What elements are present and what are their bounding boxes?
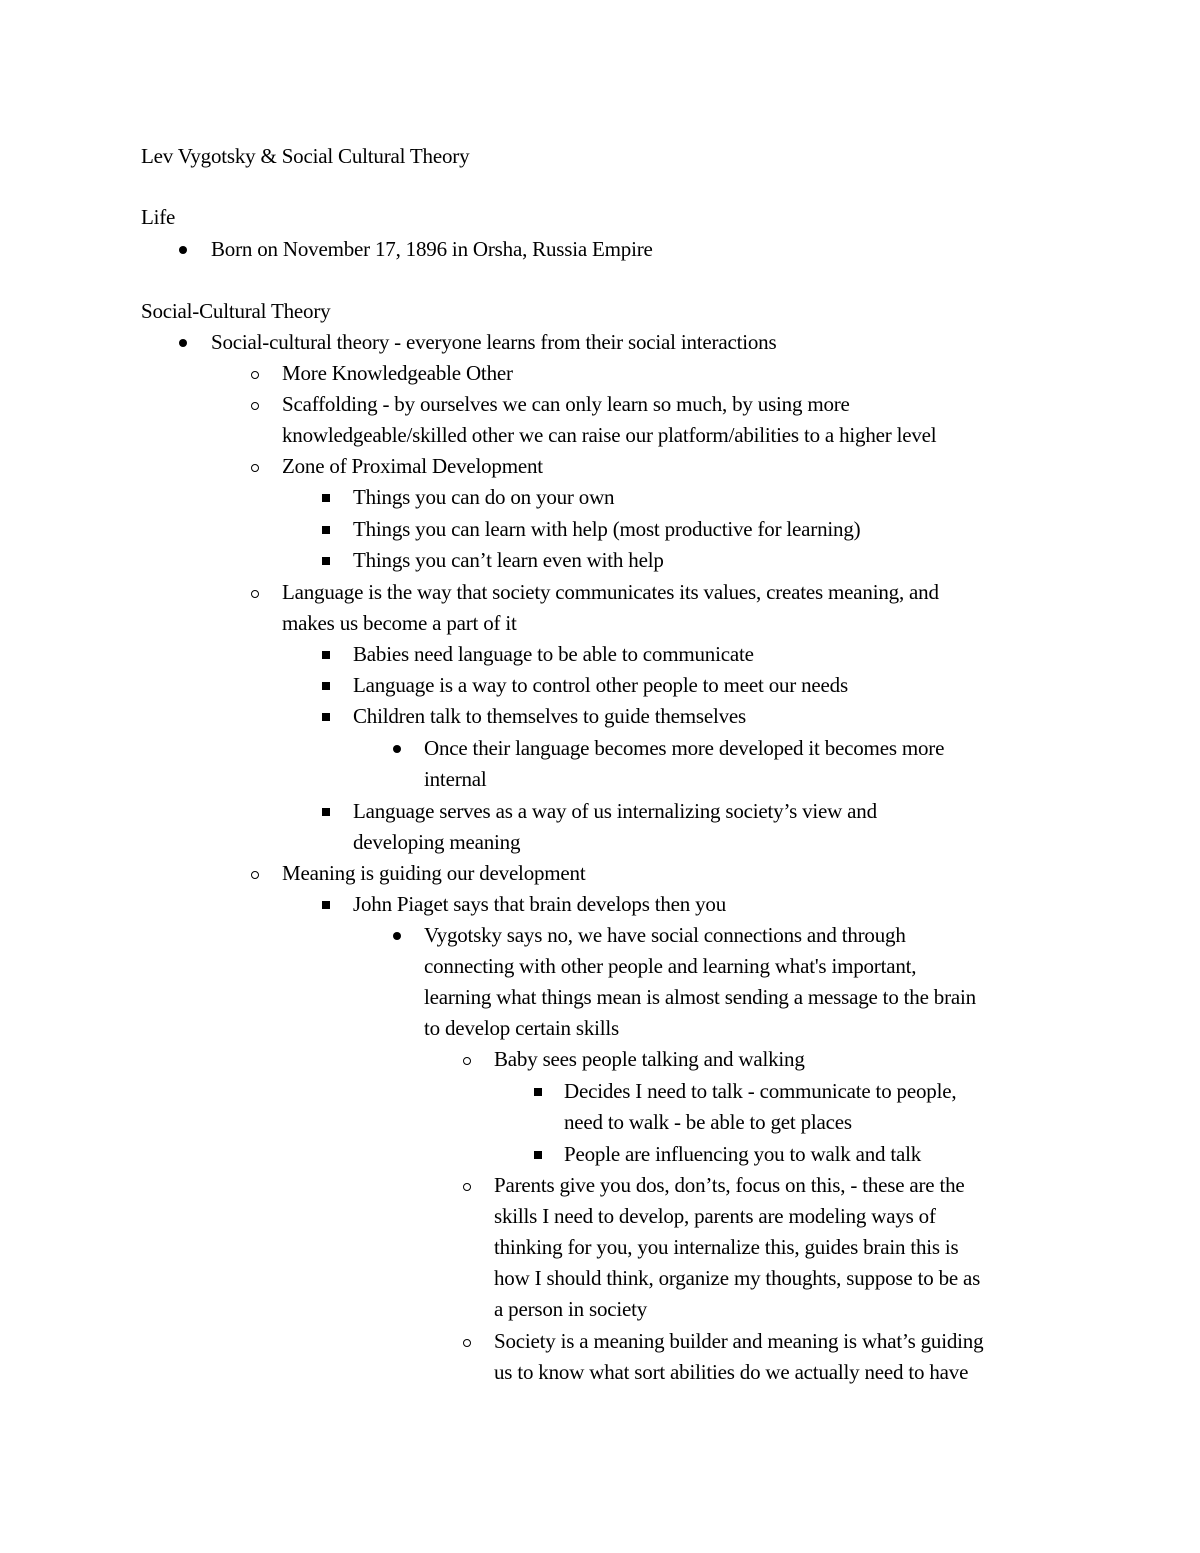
square-bullet-icon — [317, 889, 335, 920]
circle-bullet-icon — [458, 1170, 476, 1201]
list-item: Things you can do on your own — [353, 485, 615, 509]
list-item: Vygotsky says no, we have social connections and through — [424, 923, 906, 947]
square-bullet-icon — [317, 482, 335, 513]
list-item: More Knowledgeable Other — [282, 361, 513, 385]
circle-bullet-icon — [246, 358, 264, 389]
list-item: Baby sees people talking and walking — [494, 1047, 805, 1071]
square-bullet-icon — [317, 545, 335, 576]
list-item: Language is a way to control other people to meet our needs — [353, 673, 848, 697]
square-bullet-icon — [317, 514, 335, 545]
list-item: People are influencing you to walk and talk — [564, 1142, 922, 1166]
list-item: Parents give you dos, don’ts, focus on this, - these are the — [494, 1173, 965, 1197]
disc-bullet-icon — [174, 327, 192, 358]
list-item-continuation: how I should think, organize my thoughts, suppose to be as — [494, 1266, 981, 1290]
square-bullet-icon — [317, 639, 335, 670]
list-item-continuation: need to walk - be able to get places — [564, 1110, 852, 1134]
square-bullet-icon — [529, 1076, 547, 1107]
list-item: Decides I need to talk - communicate to people, — [564, 1079, 957, 1103]
list-item: Social-cultural theory - everyone learns from their social interactions — [211, 330, 777, 354]
list-item: Language is the way that society communicates its values, creates meaning, and — [282, 580, 939, 604]
square-bullet-icon — [317, 701, 335, 732]
list-item: Children talk to themselves to guide themselves — [353, 704, 747, 728]
disc-bullet-icon — [174, 234, 192, 265]
circle-bullet-icon — [246, 389, 264, 420]
square-bullet-icon — [529, 1139, 547, 1170]
list-item: Scaffolding - by ourselves we can only learn so much, by using more — [282, 392, 850, 416]
disc-bullet-icon — [388, 920, 406, 951]
list-item-continuation: learning what things mean is almost sending a message to the brain — [424, 985, 976, 1009]
square-bullet-icon — [317, 670, 335, 701]
list-item: John Piaget says that brain develops then you — [353, 892, 727, 916]
list-item-continuation: skills I need to develop, parents are modeling ways of — [494, 1204, 936, 1228]
theory-heading: Social-Cultural Theory — [141, 299, 331, 323]
circle-bullet-icon — [246, 858, 264, 889]
list-item: Meaning is guiding our development — [282, 861, 586, 885]
list-item: Language serves as a way of us internalizing society’s view and — [353, 799, 877, 823]
list-item: Things you can’t learn even with help — [353, 548, 664, 572]
disc-bullet-icon — [388, 733, 406, 764]
circle-bullet-icon — [458, 1326, 476, 1357]
circle-bullet-icon — [246, 577, 264, 608]
circle-bullet-icon — [458, 1044, 476, 1075]
list-item-continuation: a person in society — [494, 1297, 648, 1321]
life-heading: Life — [141, 205, 176, 229]
list-item-continuation: to develop certain skills — [424, 1016, 620, 1040]
list-item: Things you can learn with help (most productive for learning) — [353, 517, 861, 541]
list-item-continuation: developing meaning — [353, 830, 521, 854]
list-item: Zone of Proximal Development — [282, 454, 543, 478]
list-item-continuation: us to know what sort abilities do we actually need to have — [494, 1360, 969, 1384]
list-item: Babies need language to be able to communicate — [353, 642, 754, 666]
list-item-continuation: knowledgeable/skilled other we can raise our platform/abilities to a higher level — [282, 423, 937, 447]
square-bullet-icon — [317, 796, 335, 827]
list-item-continuation: thinking for you, you internalize this, guides brain this is — [494, 1235, 959, 1259]
list-item-continuation: internal — [424, 767, 487, 791]
list-item: Once their language becomes more developed it becomes more — [424, 736, 945, 760]
list-item: Society is a meaning builder and meaning is what’s guiding — [494, 1329, 984, 1353]
list-item-continuation: connecting with other people and learning what's important, — [424, 954, 917, 978]
list-item: Born on November 17, 1896 in Orsha, Russia Empire — [211, 237, 653, 261]
list-item-continuation: makes us become a part of it — [282, 611, 517, 635]
document-title: Lev Vygotsky & Social Cultural Theory — [141, 144, 470, 168]
circle-bullet-icon — [246, 451, 264, 482]
